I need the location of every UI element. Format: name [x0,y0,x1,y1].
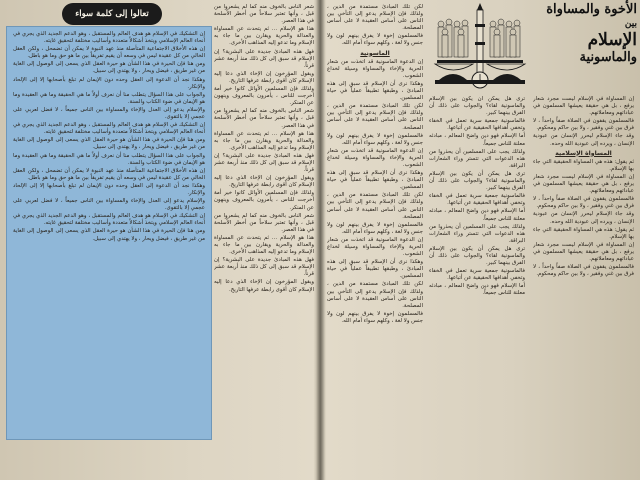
paragraph: فالمسلمون إخوة لا يفرق بينهم لون ولا جنس ولا لغة ، وكلهم سواء أمام الله. [327,132,423,146]
paragraph: ويقول المؤرخون إن الإخاء الذي دعا إليه الإسلام كان أقوى رابطة عرفها التاريخ. [214,70,314,84]
paragraph: إن المساواة في الإسلام ليست مجرد شعار يرفع ، بل هي حقيقة يعيشها المسلمون في عباداتهم ومعاملاتهم. [533,96,634,117]
left-page [0,0,319,480]
paragraph: إن التشكيك في الإسلام هو هدف العالم والمستقبل ، وهو الدعم الجديد الذي يجري في أنحاء العالم الإسلامي ويتخذ أشكالاً متعددة وأساليب مختلفة لتحقيق غايته. [13,122,205,136]
paragraph: ثم يقول: هذه هي المساواة الحقيقية التي جاء بها الإسلام. [533,226,634,240]
paragraph: لكن تلك المبادئ مستمدة من الدين ، ولذلك فإن الإسلام يدعو إلى التآخي بين الناس على أساس العقيدة لا على أساس المصلحة. [327,192,423,220]
paragraph: ترى هل يمكن أن يكون بين الإسلام والماسونية لقاء؟ والجواب على ذلك أن الفرق بينهما كبير. [429,96,525,117]
left-page-column-two [214,4,314,474]
paragraph: فهل هذه المبادئ جديدة على البشرية؟ إن الإسلام قد سبق إلى كل ذلك منذ أربعة عشر قرناً. [214,48,314,69]
minaret-icon [472,3,488,88]
blue-column-text [13,31,205,435]
paragraph: ولذلك يجب على المسلمين أن يحذروا من هذه الدعوات التي تتستر وراء الشعارات البراقة. [429,223,525,244]
paragraph: والإسلام يدعو إلى العدل والإخاء والمساواة بين الناس جميعاً ، لا فضل لعربي على عجمي إلا بالتقوى. [13,198,205,212]
paragraph: والجواب على هذا السؤال يتطلب منا أن نعرف أولاً ما هي الحقيقة وما هي العقيدة وما هو الإيمان في ضوء الكتاب والسنة. [13,91,205,105]
paragraph: هذا هو الإسلام ... ثم يتحدث عن المساواة والعدالة والحرية ويقارن بين ما جاء به الإسلام وما تدعو إليه المذاهب الأخرى. [214,130,314,151]
paragraph: ترى هل يمكن أن يكون بين الإسلام والماسونية لقاء؟ والجواب على ذلك أن الفرق بينهما كبير. [429,170,525,192]
article-title [533,2,637,94]
paragraph: وهكذا نجد أن الدعوة إلى العقل وحده دون الإيمان لم تبلغ بأصحابها إلا إلى الإلحاد والإنكار. [13,76,205,90]
paragraph: ثم يقول: هذه هي المساواة الحقيقية التي جاء بها الإسلام. [533,158,634,172]
paragraph: شعر الناس بالخوف منه كما لم يشعروا من قبل ، وأنها تعتبر سلاحاً من أخطر الأسلحة في هذا العصر. [214,108,314,129]
crowd-left-icon [438,19,468,57]
paragraph: إن الدعوة الماسونية قد اتخذت من شعار الحرية والإخاء والمساواة وسيلة لخداع الشعوب. [327,147,423,168]
paragraph: فالماسونية جمعية سرية تعمل في الخفاء وتخفي أهدافها الحقيقية عن أتباعها. [429,118,525,132]
paragraph: وهكذا نرى أن الإسلام قد سبق إلى هذه المبادئ ، وطبقها تطبيقاً عملياً في حياة المسلمين. [327,170,423,191]
paragraph: فالمسلمون يقفون في الصلاة صفاً واحداً ، لا فرق بين غني وفقير ، ولا بين حاكم ومحكوم. [533,264,634,278]
title-line-4: والماسونية [579,50,637,65]
right-page-column-one [327,4,423,474]
paragraph: ومن هنا فإن الحيرة في هذا الشأن هو حيرة العقل الذي يسعى إلى الوصول إلى الغاية من غير طريق ، فيضل ويحار ، ولا يهتدي إلى سبيل. [13,61,205,75]
paragraph: فالمسلمون يقفون في الصلاة صفاً واحداً ، لا فرق بين غني وفقير ، ولا بين حاكم ومحكوم. [533,118,634,132]
paragraph: فالمسلمون إخوة لا يفرق بينهم لون ولا جنس ولا لغة ، وكلهم سواء أمام الله. [327,310,423,324]
right-page-column-three [533,96,634,474]
paragraph: ترى هل يمكن أن يكون بين الإسلام والماسونية لقاء؟ والجواب على ذلك أن الفرق بينهما كبير. [429,245,525,267]
paragraph: فهل هذه المبادئ جديدة على البشرية؟ إن الإسلام قد سبق إلى كل ذلك منذ أربعة عشر قرناً. [214,152,314,174]
paragraph: ويقول المؤرخون إن الإخاء الذي دعا إليه الإسلام كان أقوى رابطة عرفها التاريخ. [214,279,314,293]
paragraph: لكن تلك المبادئ مستمدة من الدين ، ولذلك فإن الإسلام يدعو إلى التآخي بين الناس على أساس العقيدة لا على أساس المصلحة. [327,4,423,32]
paragraph: إن التشكيك في الإسلام هو هدف العالم والمستقبل ، وهو الدعم الجديد الذي يجري في أنحاء العالم الإسلامي ويتخذ أشكالاً متعددة وأساليب مختلفة لتحقيق غايته. [13,31,205,45]
paragraph: إن التشكيك في الإسلام هو هدف العالم والمستقبل ، وهو الدعم الجديد الذي يجري في أنحاء العالم الإسلامي ويتخذ أشكالاً متعددة وأساليب مختلفة لتحقيق غايته. [13,213,205,227]
paragraph: إن الدعوة الماسونية قد اتخذت من شعار الحرية والإخاء والمساواة وسيلة لخداع الشعوب. [327,236,423,258]
paragraph: فالماسونية جمعية سرية تعمل في الخفاء وتخفي أهدافها الحقيقية عن أتباعها. [429,193,525,207]
paragraph: فالمسلمون إخوة لا يفرق بينهم لون ولا جنس ولا لغة ، وكلهم سواء أمام الله. [327,221,423,235]
paragraph: شعر الناس بالخوف منه كما لم يشعروا من قبل ، وأنها تعتبر سلاحاً من أخطر الأسلحة في هذا العصر. [214,4,314,25]
paragraph: لكن تلك المبادئ مستمدة من الدين ، ولذلك فإن الإسلام يدعو إلى التآخي بين الناس على أساس العقيدة لا على أساس المصلحة. [327,281,423,309]
right-page-column-two [429,96,525,474]
paragraph: ولذلك فإن المسلمين الأوائل كانوا خير أمة أخرجت للناس ، يأمرون بالمعروف وينهون عن المنكر. [214,190,314,211]
paragraph: فالمسلمون إخوة لا يفرق بينهم لون ولا جنس ولا لغة ، وكلهم سواء أمام الله. [327,33,423,47]
paragraph: والجواب على هذا السؤال يتطلب منا أن نعرف أولاً ما هي الحقيقة وما هي العقيدة وما هو الإيمان في ضوء الكتاب والسنة. [13,152,205,166]
paragraph: أما الإسلام فهو دين واضح المعالم ، مبادئه معلنة للناس جميعاً. [429,208,525,222]
right-page [321,0,640,480]
paragraph: إن المساواة في الإسلام ليست مجرد شعار يرفع ، بل هي حقيقة يعيشها المسلمون في عباداتهم ومعاملاتهم. [533,173,634,195]
paragraph: إن هذه الأخلاق الاجتماعية المتأصلة منذ عهد النبوة لا يمكن أن تضمحل ، ولكن العقل الخالي من كل عقيدة ليس في وسعه أن يقيم تفريقاً بين ما هو حق وما هو باطل. [13,167,205,181]
paragraph: ولذلك فإن المسلمين الأوائل كانوا خير أمة أخرجت للناس ، يأمرون بالمعروف وينهون عن المنكر. [214,86,314,107]
paragraph: وقد جاء الإسلام ليحرر الإنسان من عبودية الإنسان ، ويرده إلى عبودية الله وحده. [533,211,634,225]
scales-illustration [431,2,529,94]
paragraph: وهكذا نجد أن الدعوة إلى العقل وحده دون الإيمان لم تبلغ بأصحابها إلا إلى الإلحاد والإنكار. [13,182,205,196]
paragraph: والإسلام يدعو إلى العدل والإخاء والمساواة بين الناس جميعاً ، لا فضل لعربي على عجمي إلا بالتقوى. [13,106,205,121]
paragraph: ويقول المؤرخون إن الإخاء الذي دعا إليه الإسلام كان أقوى رابطة عرفها التاريخ. [214,175,314,189]
paragraph: وهكذا نرى أن الإسلام قد سبق إلى هذه المبادئ ، وطبقها تطبيقاً عملياً في حياة المسلمين. [327,80,423,102]
paragraph: فهل هذه المبادئ جديدة على البشرية؟ إن الإسلام قد سبق إلى كل ذلك منذ أربعة عشر قرناً. [214,257,314,278]
paragraph: إن الدعوة الماسونية قد اتخذت من شعار الحرية والإخاء والمساواة وسيلة لخداع الشعوب. [327,58,423,79]
paragraph: فالمسلمون يقفون في الصلاة صفاً واحداً ، لا فرق بين غني وفقير ، ولا بين حاكم ومحكوم. [533,196,634,210]
paragraph: ومن هنا فإن الحيرة في هذا الشأن هو حيرة العقل الذي يسعى إلى الوصول إلى الغاية من غير طريق ، فيضل ويحار ، ولا يهتدي إلى سبيل. [13,228,205,242]
paragraph: هذا هو الإسلام ... ثم يتحدث عن المساواة والعدالة والحرية ويقارن بين ما جاء به الإسلام وما تدعو إليه المذاهب الأخرى. [214,234,314,256]
paragraph: إن المساواة في الإسلام ليست مجرد شعار يرفع ، بل هي حقيقة يعيشها المسلمون في عباداتهم ومعاملاتهم. [533,241,634,262]
paragraph: وهكذا نرى أن الإسلام قد سبق إلى هذه المبادئ ، وطبقها تطبيقاً عملياً في حياة المسلمين. [327,259,423,280]
title-line-2: بين [624,19,637,29]
paragraph: فالماسونية جمعية سرية تعمل في الخفاء وتخفي أهدافها الحقيقية عن أتباعها. [429,268,525,282]
title-line-1: الأخوة والمساواة [546,2,637,17]
subheading-masonry: الماسونية [360,49,390,57]
crowd-right-icon [490,19,520,57]
paragraph: هذا هو الإسلام ... ثم يتحدث عن المساواة والعدالة والحرية ويقارن بين ما جاء به الإسلام وما تدعو إليه المذاهب الأخرى. [214,26,314,47]
paragraph: لكن تلك المبادئ مستمدة من الدين ، ولذلك فإن الإسلام يدعو إلى التآخي بين الناس على أساس العقيدة لا على أساس المصلحة. [327,103,423,131]
paragraph: أما الإسلام فهو دين واضح المعالم ، مبادئه معلنة للناس جميعاً. [429,283,525,297]
series-badge: تعالوا إلى كلمة سواء [62,3,162,25]
paragraph: أما الإسلام فهو دين واضح المعالم ، مبادئه معلنة للناس جميعاً. [429,133,525,147]
paragraph: ولذلك يجب على المسلمين أن يحذروا من هذه الدعوات التي تتستر وراء الشعارات البراقة. [429,148,525,169]
paragraph: وقد جاء الإسلام ليحرر الإنسان من عبودية الإنسان ، ويرده إلى عبودية الله وحده. [533,133,634,147]
blue-sidebar-column [6,26,212,440]
paragraph: ومن هنا فإن الحيرة في هذا الشأن هو حيرة العقل الذي يسعى إلى الوصول إلى الغاية من غير طريق ، فيضل ويحار ، ولا يهتدي إلى سبيل. [13,137,205,151]
paragraph: شعر الناس بالخوف منه كما لم يشعروا من قبل ، وأنها تعتبر سلاحاً من أخطر الأسلحة في هذا العصر. [214,212,314,233]
paragraph: إن هذه الأخلاق الاجتماعية المتأصلة منذ عهد النبوة لا يمكن أن تضمحل ، ولكن العقل الخالي من كل عقيدة ليس في وسعه أن يقيم تفريقاً بين ما هو حق وما هو باطل. [13,46,205,60]
subheading-islamic-equality: المساواة الإسلامية [555,149,612,157]
title-line-3: الإسلام [587,30,637,50]
